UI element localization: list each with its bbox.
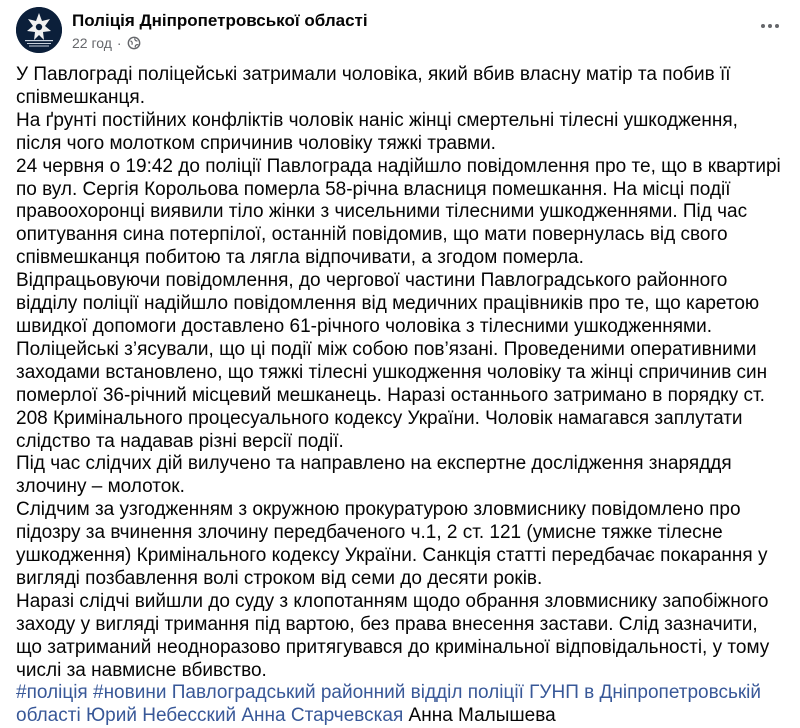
post-paragraph: Наразі слідчі вийшли до суду з клопотанням щодо обрання зловмиснику запобіжного заходу у вигляді тримання під вартою, без права внесення застави. Слід зазначити, що затриманий неодноразово притягувався до кримінальної відповідальності, у тому числі за навмисне вбивство.: [16, 590, 770, 681]
user-mention-link[interactable]: Анна Старчевская: [241, 705, 404, 727]
globe-icon[interactable]: [127, 36, 141, 50]
hashtag-link[interactable]: #новини: [93, 682, 167, 704]
post-paragraph: Відпрацьовуючи повідомлення, до чергової частини Павлоградського районного відділу поліції надійшло повідомлення від медичних працівників про те, що каретою швидкої допомоги доставлено 61-річного чоловіка з тілесними ушкодженнями.: [16, 270, 760, 337]
post-header: [0, 0, 800, 60]
post-paragraph: Під час слідчих дій вилучено та направлено на експертне дослідження знаряддя злочину – молоток.: [16, 453, 732, 498]
avatar[interactable]: [16, 7, 62, 53]
more-dot: [768, 24, 772, 28]
post-paragraph: У Павлограді поліцейські затримали чоловіка, який вбив власну матір та побив її співмешканця.: [16, 64, 731, 108]
post-meta: [72, 35, 141, 51]
hashtag-line: [16, 682, 786, 728]
more-options-icon[interactable]: [756, 14, 784, 38]
plain-mention: Анна Малышева: [408, 705, 556, 727]
user-mention-link[interactable]: Юрий Небесский: [85, 705, 237, 727]
hashtag-link[interactable]: #поліція: [16, 682, 88, 704]
post-paragraph: На ґрунті постійних конфліктів чоловік наніс жінці смертельні тілесні ушкодження, після чого молотком спричинив чоловіку тяжкі травми.: [16, 109, 738, 154]
police-badge-icon: [16, 7, 62, 53]
post-timestamp[interactable]: 22 год: [72, 35, 112, 51]
meta-separator: ·: [116, 35, 122, 51]
page-author[interactable]: Поліція Дніпропетровської області: [72, 11, 368, 30]
post-paragraph: Слідчим за узгодженням з окружною прокуратурою зловмиснику повідомлено про підозру за вчинення злочину передбаченого ч.1, 2 ст. 121 (умисне тяжке тілесне ушкодження) Кримінального кодексу України. Санкція статті передбачає покарання у вигляді позбавлення волі строком від семи до десяти років.: [16, 499, 768, 589]
post-body: [16, 64, 786, 728]
post-paragraph: 24 червня о 19:42 до поліції Павлограда надійшло повідомлення про те, що в квартирі по вул. Сергія Корольова померла 58-річна власниця помешкання. На місці події правоохоронці виявили тіло жінки з чисельними тілесними ушкодженнями. Під час опитування сина потерпілої, останній повідомив, що мати повернулась від свого співмешканця побитою та лягла відпочивати, а згодом померла.: [16, 155, 781, 269]
more-dot: [761, 24, 765, 28]
page-mention-link[interactable]: Павлоградський районний відділ поліції ГУНП в Дніпропетровській області: [16, 682, 762, 727]
post-paragraph: Поліцейські з’ясували, що ці події між собою пов’язані. Проведеними оперативними заходами встановлено, що тяжкі тілесні ушкодження чоловіку та жінці спричинив син померлої 36-річний місцевий мешканець. Наразі останнього затримано в порядку ст. 208 Кримінального процесуального кодексу України. Чоловік намагався заплутати слідство та надавав різні версії події.: [16, 338, 768, 452]
more-dot: [775, 24, 779, 28]
